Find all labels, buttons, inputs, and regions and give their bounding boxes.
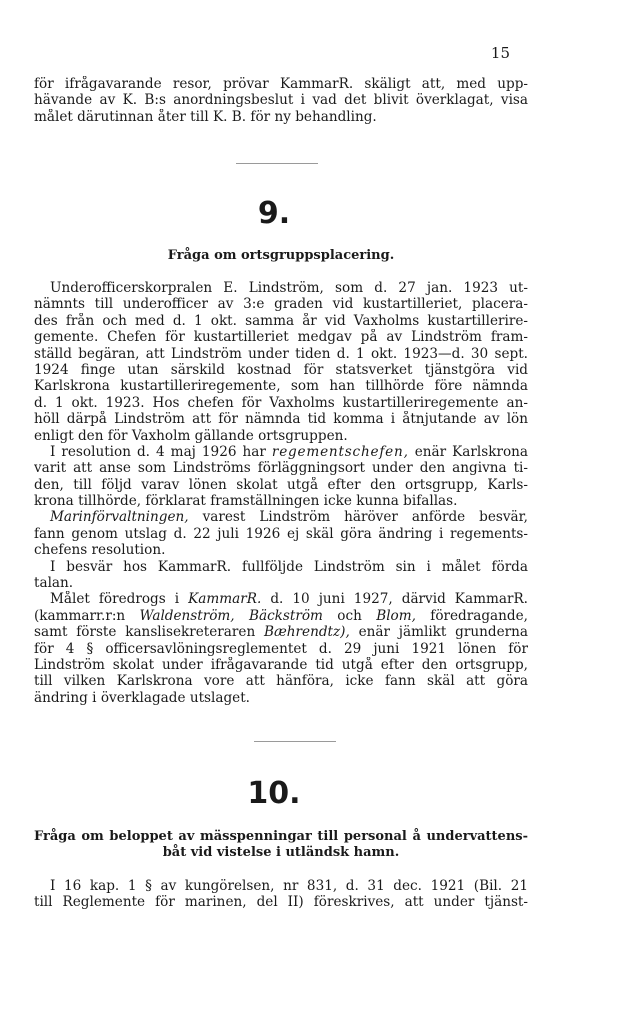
- text-line: till vilken Karlskrona vore att hänföra, icke fann skäl att göra: [34, 673, 528, 690]
- text-line: gemente. Chefen för kustartilleriet medgav på av Lindström fram-: [34, 329, 528, 346]
- text-line: 1924 finge utan särskild kostnad för statsverket tjänstgöra vid: [34, 361, 528, 378]
- text-line: Underofficerskorpralen E. Lindström, som d. 27 jan. 1923 ut-: [50, 280, 528, 296]
- text-line: d. 1 okt. 1923. Hos chefen för Vaxholms kustartilleriregemente an-: [34, 394, 528, 411]
- text-line: I 16 kap. 1 § av kungörelsen, nr 831, d. 31 dec. 1921 (Bil. 21: [50, 878, 528, 894]
- text-line: Karlskrona kustartilleriregemente, som han tillhörde före nämnda: [34, 378, 528, 395]
- text-line: för ifrågavarande resor, prövar KammarR. skäligt att, med upp-: [34, 76, 528, 92]
- section-10-body: [34, 878, 528, 911]
- text-line: målet därutinnan åter till K. B. för ny behandling.: [34, 108, 377, 125]
- text-line: hävande av K. B:s anordningsbeslut i vad det blivit överklagat, visa: [34, 92, 528, 109]
- text-line: den, till följd varav lönen skolat utgå efter den ortsgrupp, Karls-: [34, 476, 528, 493]
- text-line: samt förste kanslisekreteraren Bæhrendtz), enär jämlikt grunderna: [34, 624, 528, 641]
- section-9-body: [34, 280, 528, 706]
- text-line: Lindström skolat under ifrågavarande tid utgå efter den ortsgrupp,: [34, 656, 528, 673]
- text-line: enligt den för Vaxholm gällande ortsgruppen.: [34, 427, 348, 444]
- text-line: talan.: [34, 575, 74, 592]
- section-number-9: 9.: [257, 196, 291, 231]
- text-line: ändring i överklagade utslaget.: [34, 689, 250, 706]
- text-line: nämnts till underofficer av 3:e graden vid kustartilleriet, placera-: [34, 296, 528, 313]
- page-number: 15: [490, 44, 510, 62]
- text-line: varit att anse som Lindströms förläggningsort under den angivna ti-: [34, 460, 528, 477]
- text-line: ställd begäran, att Lindström under tiden d. 1 okt. 1923—d. 30 sept.: [34, 345, 528, 362]
- text-line: (kammarr.r:n Waldenström, Bäckström och Blom, föredragande,: [34, 607, 528, 624]
- intro-paragraph: [34, 76, 528, 125]
- text-line: krona tillhörde, förklarat framställningen icke kunna bifallas.: [34, 493, 458, 510]
- text-line: höll därpå Lindström att för nämnda tid komma i åtnjutande av lön: [34, 411, 528, 428]
- text-line: Marinförvaltningen, varest Lindström häröver anförde besvär,: [50, 509, 528, 526]
- section-divider: [254, 741, 336, 742]
- text-line: fann genom utslag d. 22 juli 1926 ej skäl göra ändring i regements-: [34, 525, 528, 542]
- section-9-title: Fråga om ortsgruppsplacering.: [167, 248, 395, 263]
- text-line: I besvär hos KammarR. fullföljde Lindström sin i målet förda: [50, 558, 528, 575]
- section-divider: [236, 163, 318, 164]
- text-line: I resolution d. 4 maj 1926 har regementschefen, enär Karlskrona: [50, 443, 528, 460]
- section-10-title: Fråga om beloppet av mässpenningar till personal å undervattens- båt vid vistelse i utländsk hamn.: [34, 829, 528, 861]
- text-line: till Reglemente för marinen, del II) föreskrives, att under tjänst-: [34, 894, 528, 911]
- text-line: för 4 § officersavlöningsreglementet d. 29 juni 1921 lönen för: [34, 640, 528, 657]
- text-line: chefens resolution.: [34, 542, 166, 559]
- text-line: des från och med d. 1 okt. samma år vid Vaxholms kustartillerire-: [34, 312, 528, 329]
- text-line: Målet föredrogs i KammarR. d. 10 juni 1927, därvid KammarR.: [50, 591, 528, 608]
- section-number-10: 10.: [247, 776, 301, 811]
